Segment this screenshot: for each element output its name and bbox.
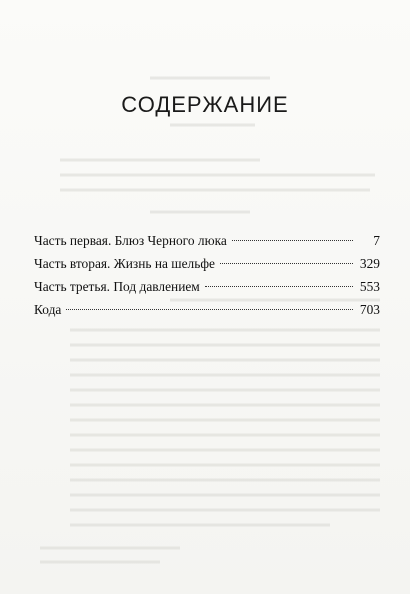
toc-entry <box>34 252 380 275</box>
toc-entry-title: Кода <box>34 302 62 317</box>
toc-entry-page: 329 <box>359 256 380 271</box>
toc-leader-dots <box>66 309 353 310</box>
page-title: СОДЕРЖАНИЕ <box>121 92 289 117</box>
toc-leader-dots <box>220 263 353 264</box>
toc-entry-title: Часть вторая. Жизнь на шельфе <box>34 256 215 271</box>
toc-entry-page: 703 <box>359 302 380 317</box>
toc-entry-page: 7 <box>373 233 380 248</box>
toc-leader-dots <box>232 240 353 241</box>
toc-entry <box>34 229 380 252</box>
toc-entry <box>34 275 380 298</box>
table-of-contents <box>34 229 380 321</box>
toc-leader-dots <box>205 286 353 287</box>
toc-entry-title: Часть первая. Блюз Черного люка <box>34 233 227 248</box>
toc-entry-page: 553 <box>359 279 380 294</box>
toc-entry-title: Часть третья. Под давлением <box>34 279 200 294</box>
toc-entry <box>34 298 380 321</box>
